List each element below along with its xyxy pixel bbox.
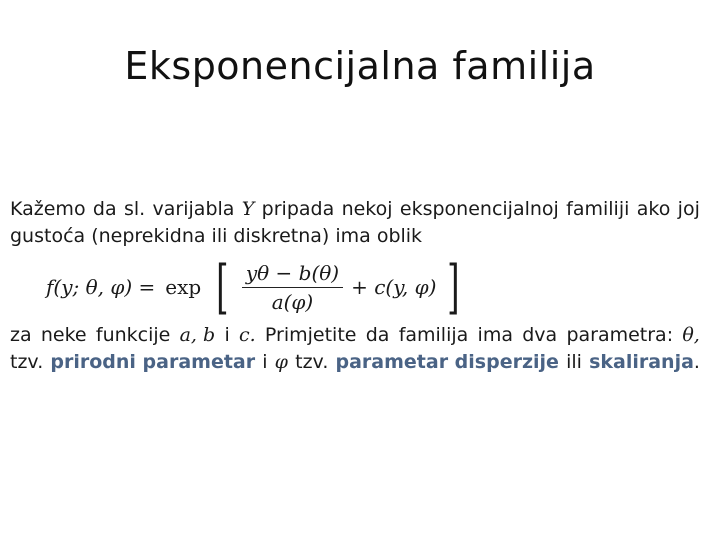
word: joj <box>677 198 700 220</box>
word: tzv. <box>10 351 44 373</box>
slide-title: Eksponencijalna familija <box>124 44 596 88</box>
definition-paragraph <box>10 196 700 250</box>
fraction <box>242 261 343 314</box>
word: varijabla <box>152 198 235 220</box>
term-dispersion-parameter: parametar disperzije <box>335 351 559 373</box>
left-bracket: [ <box>216 253 229 321</box>
word: sl. <box>123 198 146 220</box>
word: eksponencijalnoj <box>399 198 559 220</box>
formula-exp: exp <box>165 275 202 299</box>
parameters-paragraph <box>10 322 700 376</box>
word: i <box>224 324 230 346</box>
parameters-line-2 <box>10 349 700 376</box>
formula-lhs: f(y; θ, φ) = <box>46 275 156 299</box>
word: za <box>10 324 32 346</box>
variable-phi: φ <box>274 351 288 373</box>
parameters-line-1 <box>10 322 700 349</box>
density-formula <box>46 253 465 321</box>
variable-y: Y <box>241 198 255 220</box>
term-scaling-wrap <box>589 349 700 376</box>
word: nekoj <box>341 198 393 220</box>
word: familija <box>398 324 469 346</box>
right-bracket: ] <box>447 253 460 321</box>
word: da <box>92 198 117 220</box>
word: funkcije <box>95 324 171 346</box>
formula-rest: + c(y, φ) <box>351 275 437 299</box>
word: neke <box>40 324 87 346</box>
word: dva <box>522 324 558 346</box>
word: ima <box>477 324 513 346</box>
word: Primjetite <box>264 324 357 346</box>
period: . <box>693 351 700 373</box>
word: da <box>365 324 390 346</box>
fraction-denominator: a(φ) <box>271 289 314 314</box>
word: i <box>262 351 268 373</box>
word: tzv. <box>295 351 329 373</box>
definition-line-2 <box>10 223 700 250</box>
term-natural-parameter: prirodni parametar <box>50 351 256 373</box>
word: pripada <box>261 198 335 220</box>
word: ili <box>566 351 582 373</box>
variable-c: c. <box>238 324 256 346</box>
fraction-numerator: yθ − b(θ) <box>242 261 343 288</box>
word: ako <box>636 198 671 220</box>
word: familiji <box>566 198 630 220</box>
word: Kažemo <box>10 198 86 220</box>
term-scaling: skaliranja <box>589 351 694 373</box>
variables-a-b: a, b <box>179 324 216 346</box>
definition-line-1 <box>10 196 700 223</box>
word: parametra: <box>566 324 674 346</box>
variable-theta: θ, <box>682 324 700 346</box>
line-text: gustoća (neprekidna ili diskretna) ima oblik <box>10 225 423 247</box>
